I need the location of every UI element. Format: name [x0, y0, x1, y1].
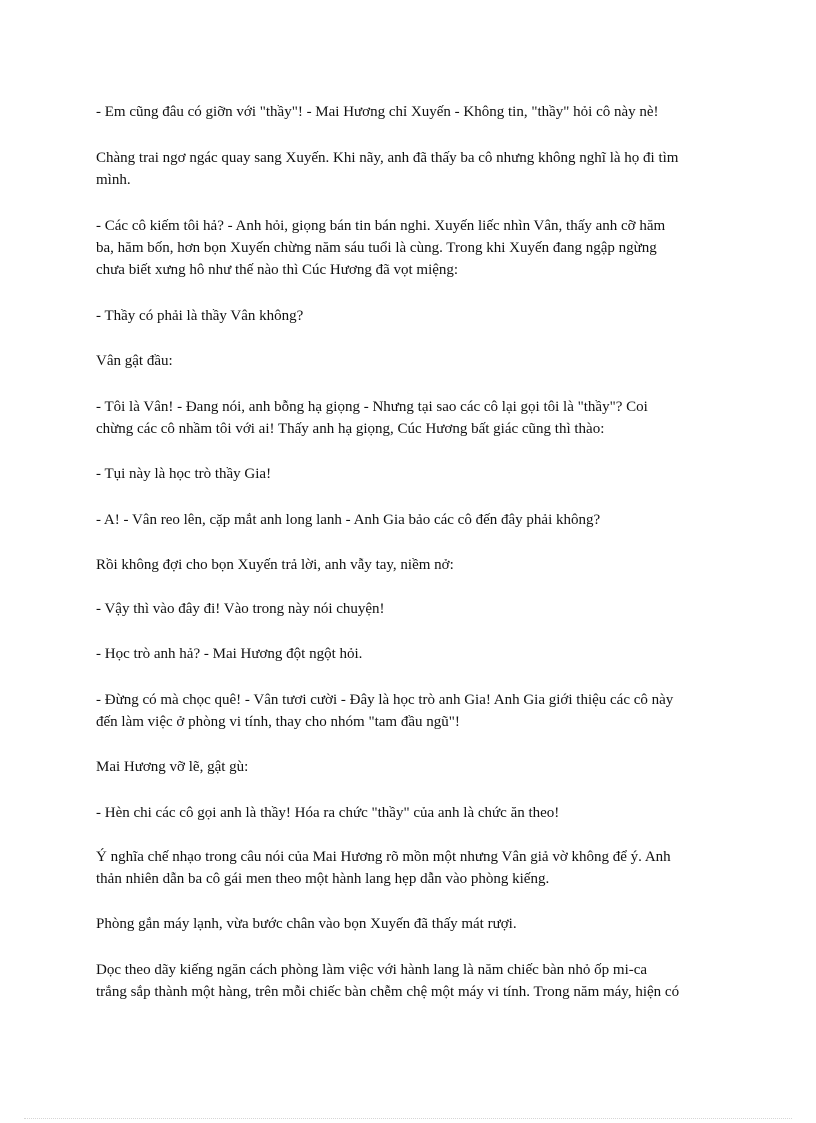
paragraph — [96, 959, 726, 1003]
text-line: - Em cũng đâu có giỡn với "thầy"! - Mai Hương chỉ Xuyến - Không tin, "thầy" hỏi cô này nè! — [96, 104, 659, 120]
text-line: - Các cô kiếm tôi hả? - Anh hỏi, giọng bán tin bán nghi. Xuyến liếc nhìn Vân, thấy anh cỡ hăm — [96, 218, 666, 234]
text-line: - Hèn chi các cô gọi anh là thầy! Hóa ra chức "thầy" của anh là chức ăn theo! — [96, 805, 560, 821]
text-line: ba, hăm bốn, hơn bọn Xuyến chừng năm sáu tuổi là cùng. Trong khi Xuyến đang ngập ngừng — [96, 240, 657, 256]
text-line: - A! - Vân reo lên, cặp mắt anh long lanh - Anh Gia bảo các cô đến đây phải không? — [96, 512, 601, 528]
text-line: - Học trò anh hả? - Mai Hương đột ngột hỏi. — [96, 646, 363, 662]
paragraph — [96, 396, 726, 440]
text-line: Phòng gắn máy lạnh, vừa bước chân vào bọn Xuyến đã thấy mát rượi. — [96, 916, 517, 932]
text-line: chừng các cô nhầm tôi với ai! Thấy anh hạ giọng, Cúc Hương bất giác cũng thì thào: — [96, 421, 605, 437]
paragraph — [96, 846, 726, 890]
text-line: Mai Hương vỡ lẽ, gật gù: — [96, 759, 249, 775]
paragraph — [96, 598, 726, 620]
text-line: Ý nghĩa chế nhạo trong câu nói của Mai Hương rõ mồn một nhưng Vân giả vờ không để ý. Anh — [96, 849, 671, 865]
paragraph — [96, 147, 726, 191]
paragraph — [96, 509, 726, 531]
paragraph — [96, 463, 726, 485]
text-line: - Đừng có mà chọc quê! - Vân tươi cười - Đây là học trò anh Gia! Anh Gia giới thiệu các cô này — [96, 692, 674, 708]
text-line: chưa biết xưng hô như thế nào thì Cúc Hương đã vọt miệng: — [96, 262, 459, 278]
text-line: trắng sắp thành một hàng, trên mỗi chiếc bàn chễm chệ một máy vi tính. Trong năm máy, hiện có — [96, 984, 680, 1000]
paragraph — [96, 350, 726, 372]
paragraph — [96, 643, 726, 665]
page-divider — [24, 1118, 792, 1119]
text-line: - Vậy thì vào đây đi! Vào trong này nói chuyện! — [96, 601, 385, 617]
text-line: Rồi không đợi cho bọn Xuyến trả lời, anh vẫy tay, niềm nở: — [96, 557, 454, 573]
text-line: - Thầy có phải là thầy Vân không? — [96, 308, 304, 324]
text-line: - Tụi này là học trò thầy Gia! — [96, 466, 272, 482]
text-line: Dọc theo dãy kiếng ngăn cách phòng làm việc với hành lang là năm chiếc bàn nhỏ ốp mi-ca — [96, 962, 648, 978]
text-line: đến làm việc ở phòng vi tính, thay cho nhóm "tam đầu ngũ"! — [96, 714, 460, 730]
paragraph — [96, 554, 726, 576]
text-line: Chàng trai ngơ ngác quay sang Xuyến. Khi nãy, anh đã thấy ba cô nhưng không nghĩ là họ đi tìm — [96, 150, 679, 166]
text-line: - Tôi là Vân! - Đang nói, anh bỗng hạ giọng - Nhưng tại sao các cô lại gọi tôi là "thầy"? Coi — [96, 399, 648, 415]
text-line: thản nhiên dẫn ba cô gái men theo một hành lang hẹp dẫn vào phòng kiếng. — [96, 871, 550, 887]
text-line: mình. — [96, 172, 131, 188]
paragraph — [96, 101, 726, 123]
text-line: Vân gật đầu: — [96, 353, 173, 369]
paragraph — [96, 215, 726, 281]
paragraph — [96, 756, 726, 778]
paragraph — [96, 689, 726, 733]
paragraph — [96, 305, 726, 327]
paragraph — [96, 802, 726, 824]
paragraph — [96, 913, 726, 935]
